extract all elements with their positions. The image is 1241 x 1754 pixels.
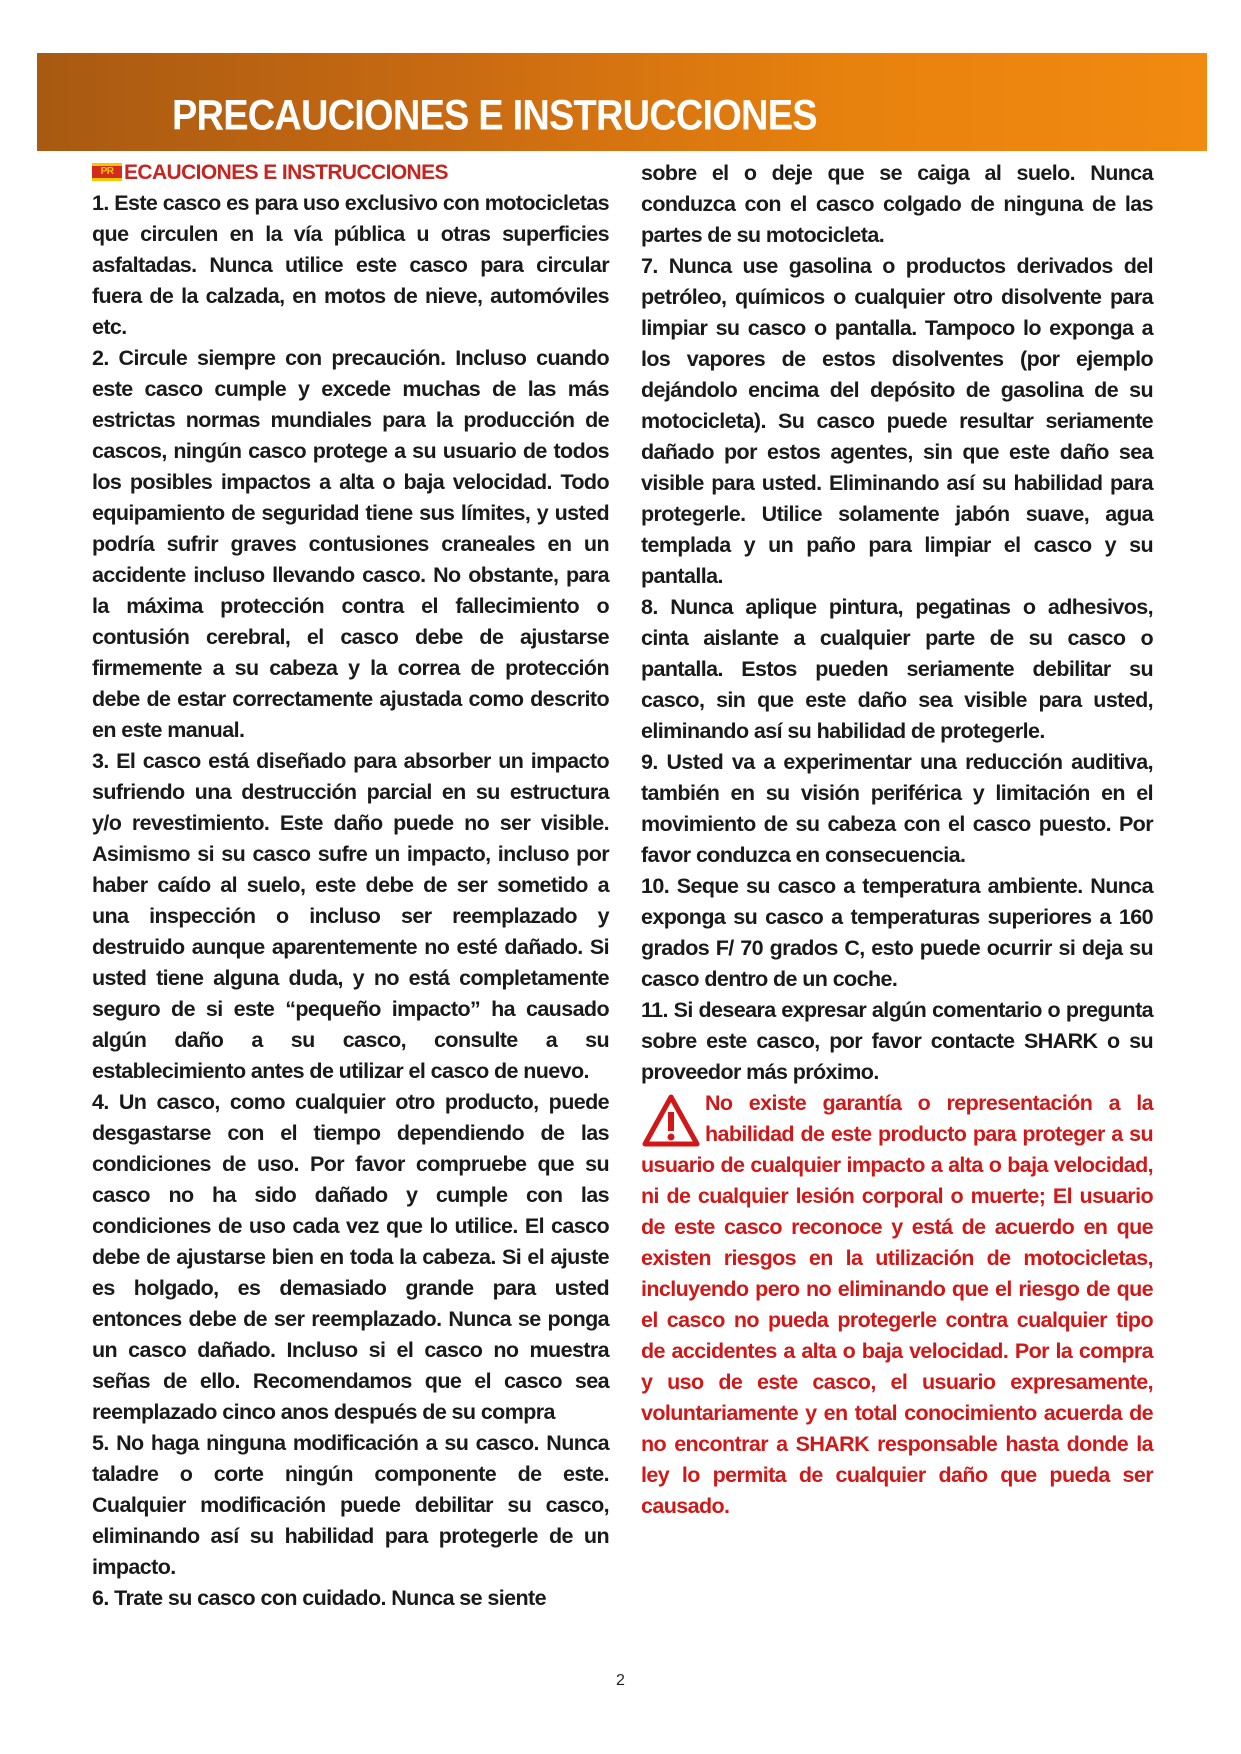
left-column <box>92 158 609 1614</box>
instruction-item-8: 8. Nunca aplique pintura, pegatinas o adhesivos, cinta aislante a cualquier parte de su casco o pantalla. Estos pueden seriamente debilitar su casco, sin que este daño sea visible para usted, eliminando así su habilidad de protegerle. <box>641 595 1153 743</box>
instruction-item-11: 11. Si deseara expresar algún comentario o pregunta sobre este casco, por favor contacte SHARK o su proveedor más próximo. <box>641 998 1153 1084</box>
page-title: PRECAUCIONES E INSTRUCCIONES <box>172 92 817 140</box>
instruction-item-9: 9. Usted va a experimentar una reducción auditiva, también en su visión periférica y limitación en el movimiento de su cabeza con el casco puesto. Por favor conduzca en consecuencia. <box>641 750 1153 867</box>
page-number: 2 <box>616 1672 625 1689</box>
instruction-item-10: 10. Seque su casco a temperatura ambiente. Nunca exponga su casco a temperaturas superiores a 160 grados F/ 70 grados C, esto puede ocurrir si deja su casco dentro de un coche. <box>641 874 1153 991</box>
spanish-flag-icon: PR <box>92 163 122 181</box>
instruction-item-7: 7. Nunca use gasolina o productos derivados del petróleo, químicos o cualquier otro disolvente para limpiar su casco o pantalla. Tampoco lo exponga a los vapores de estos disolventes (por ejemplo dejándolo encima del depósito de gasolina de su motocicleta). Su casco puede resultar seriamente dañado por estos agentes, sin que este daño sea visible para usted. Eliminando así su habilidad para protegerle. Utilice solamente jabón suave, agua templada y un paño para limpiar el casco y su pantalla. <box>641 254 1153 588</box>
instruction-item-6-end: sobre el o deje que se caiga al suelo. Nunca conduzca con el casco colgado de ninguna de las partes de su motocicleta. <box>641 161 1153 247</box>
section-heading-text: ECAUCIONES E INSTRUCCIONES <box>124 161 448 184</box>
warning-block <box>641 1088 1153 1522</box>
warning-triangle-icon <box>641 1092 701 1150</box>
instruction-item-1: 1. Este casco es para uso exclusivo con motocicletas que circulen en la vía pública u otras superficies asfaltadas. Nunca utilice este casco para circular fuera de la calzada, en motos de nieve, automóviles etc. <box>92 191 609 339</box>
instruction-item-5: 5. No haga ninguna modificación a su casco. Nunca taladre o corte ningún componente de este. Cualquier modificación puede debilitar su casco, eliminando así su habilidad para protegerle de un impacto. <box>92 1431 609 1579</box>
instruction-item-6-start: 6. Trate su casco con cuidado. Nunca se siente <box>92 1586 546 1610</box>
section-heading <box>92 158 609 188</box>
instruction-item-4: 4. Un casco, como cualquier otro producto, puede desgastarse con el tiempo dependiendo de las condiciones de uso. Por favor compruebe que su casco no ha sido dañado y cumple con las condiciones de uso cada vez que lo utilice. El casco debe de ajustarse bien en toda la cabeza. Si el ajuste es holgado, es demasiado grande para usted entonces debe de ser reemplazado. Nunca se ponga un casco dañado. Incluso si el casco no muestra señas de ello. Recomendamos que el casco sea reemplazado cinco anos después de su compra <box>92 1090 609 1424</box>
instruction-item-2: 2. Circule siempre con precaución. Incluso cuando este casco cumple y excede muchas de las más estrictas normas mundiales para la producción de cascos, ningún casco protege a su usuario de todos los posibles impactos a alta o baja velocidad. Todo equipamiento de seguridad tiene sus límites, y usted podría sufrir graves contusiones craneales en un accidente incluso llevando casco. No obstante, para la máxima protección contra el fallecimiento o contusión cerebral, el casco debe de ajustarse firmemente a su cabeza y la correa de protección debe de estar correctamente ajustada como descrito en este manual. <box>92 346 609 742</box>
warning-text: No existe garantía o representación a la habilidad de este producto para proteger a su usuario de cualquier impacto a alta o baja velocidad, ni de cualquier lesión corporal o muerte; El usuario de este casco reconoce y está de acuerdo en que existen riesgos en la utilización de motocicletas, incluyendo pero no eliminando que el riesgo de que el casco no pueda protegerle contra cualquier tipo de accidentes a alta o baja velocidad. Por la compra y uso de este casco, el usuario expresamente, voluntariamente y en total conocimiento acuerda de no encontrar a SHARK responsable hasta donde la ley lo permita de cualquier daño que pueda ser causado. <box>641 1091 1153 1518</box>
instruction-item-3: 3. El casco está diseñado para absorber un impacto sufriendo una destrucción parcial en su estructura y/o revestimiento. Este daño puede no ser visible. Asimismo si su casco sufre un impacto, incluso por haber caído al suelo, este debe de ser sometido a una inspección o incluso ser reemplazado y destruido aunque aparentemente no esté dañado. Si usted tiene alguna duda, y no está completamente seguro de si este “pequeño impacto” ha causado algún daño a su casco, consulte a su establecimiento antes de utilizar el casco de nuevo. <box>92 749 609 1083</box>
right-column <box>641 158 1153 1522</box>
